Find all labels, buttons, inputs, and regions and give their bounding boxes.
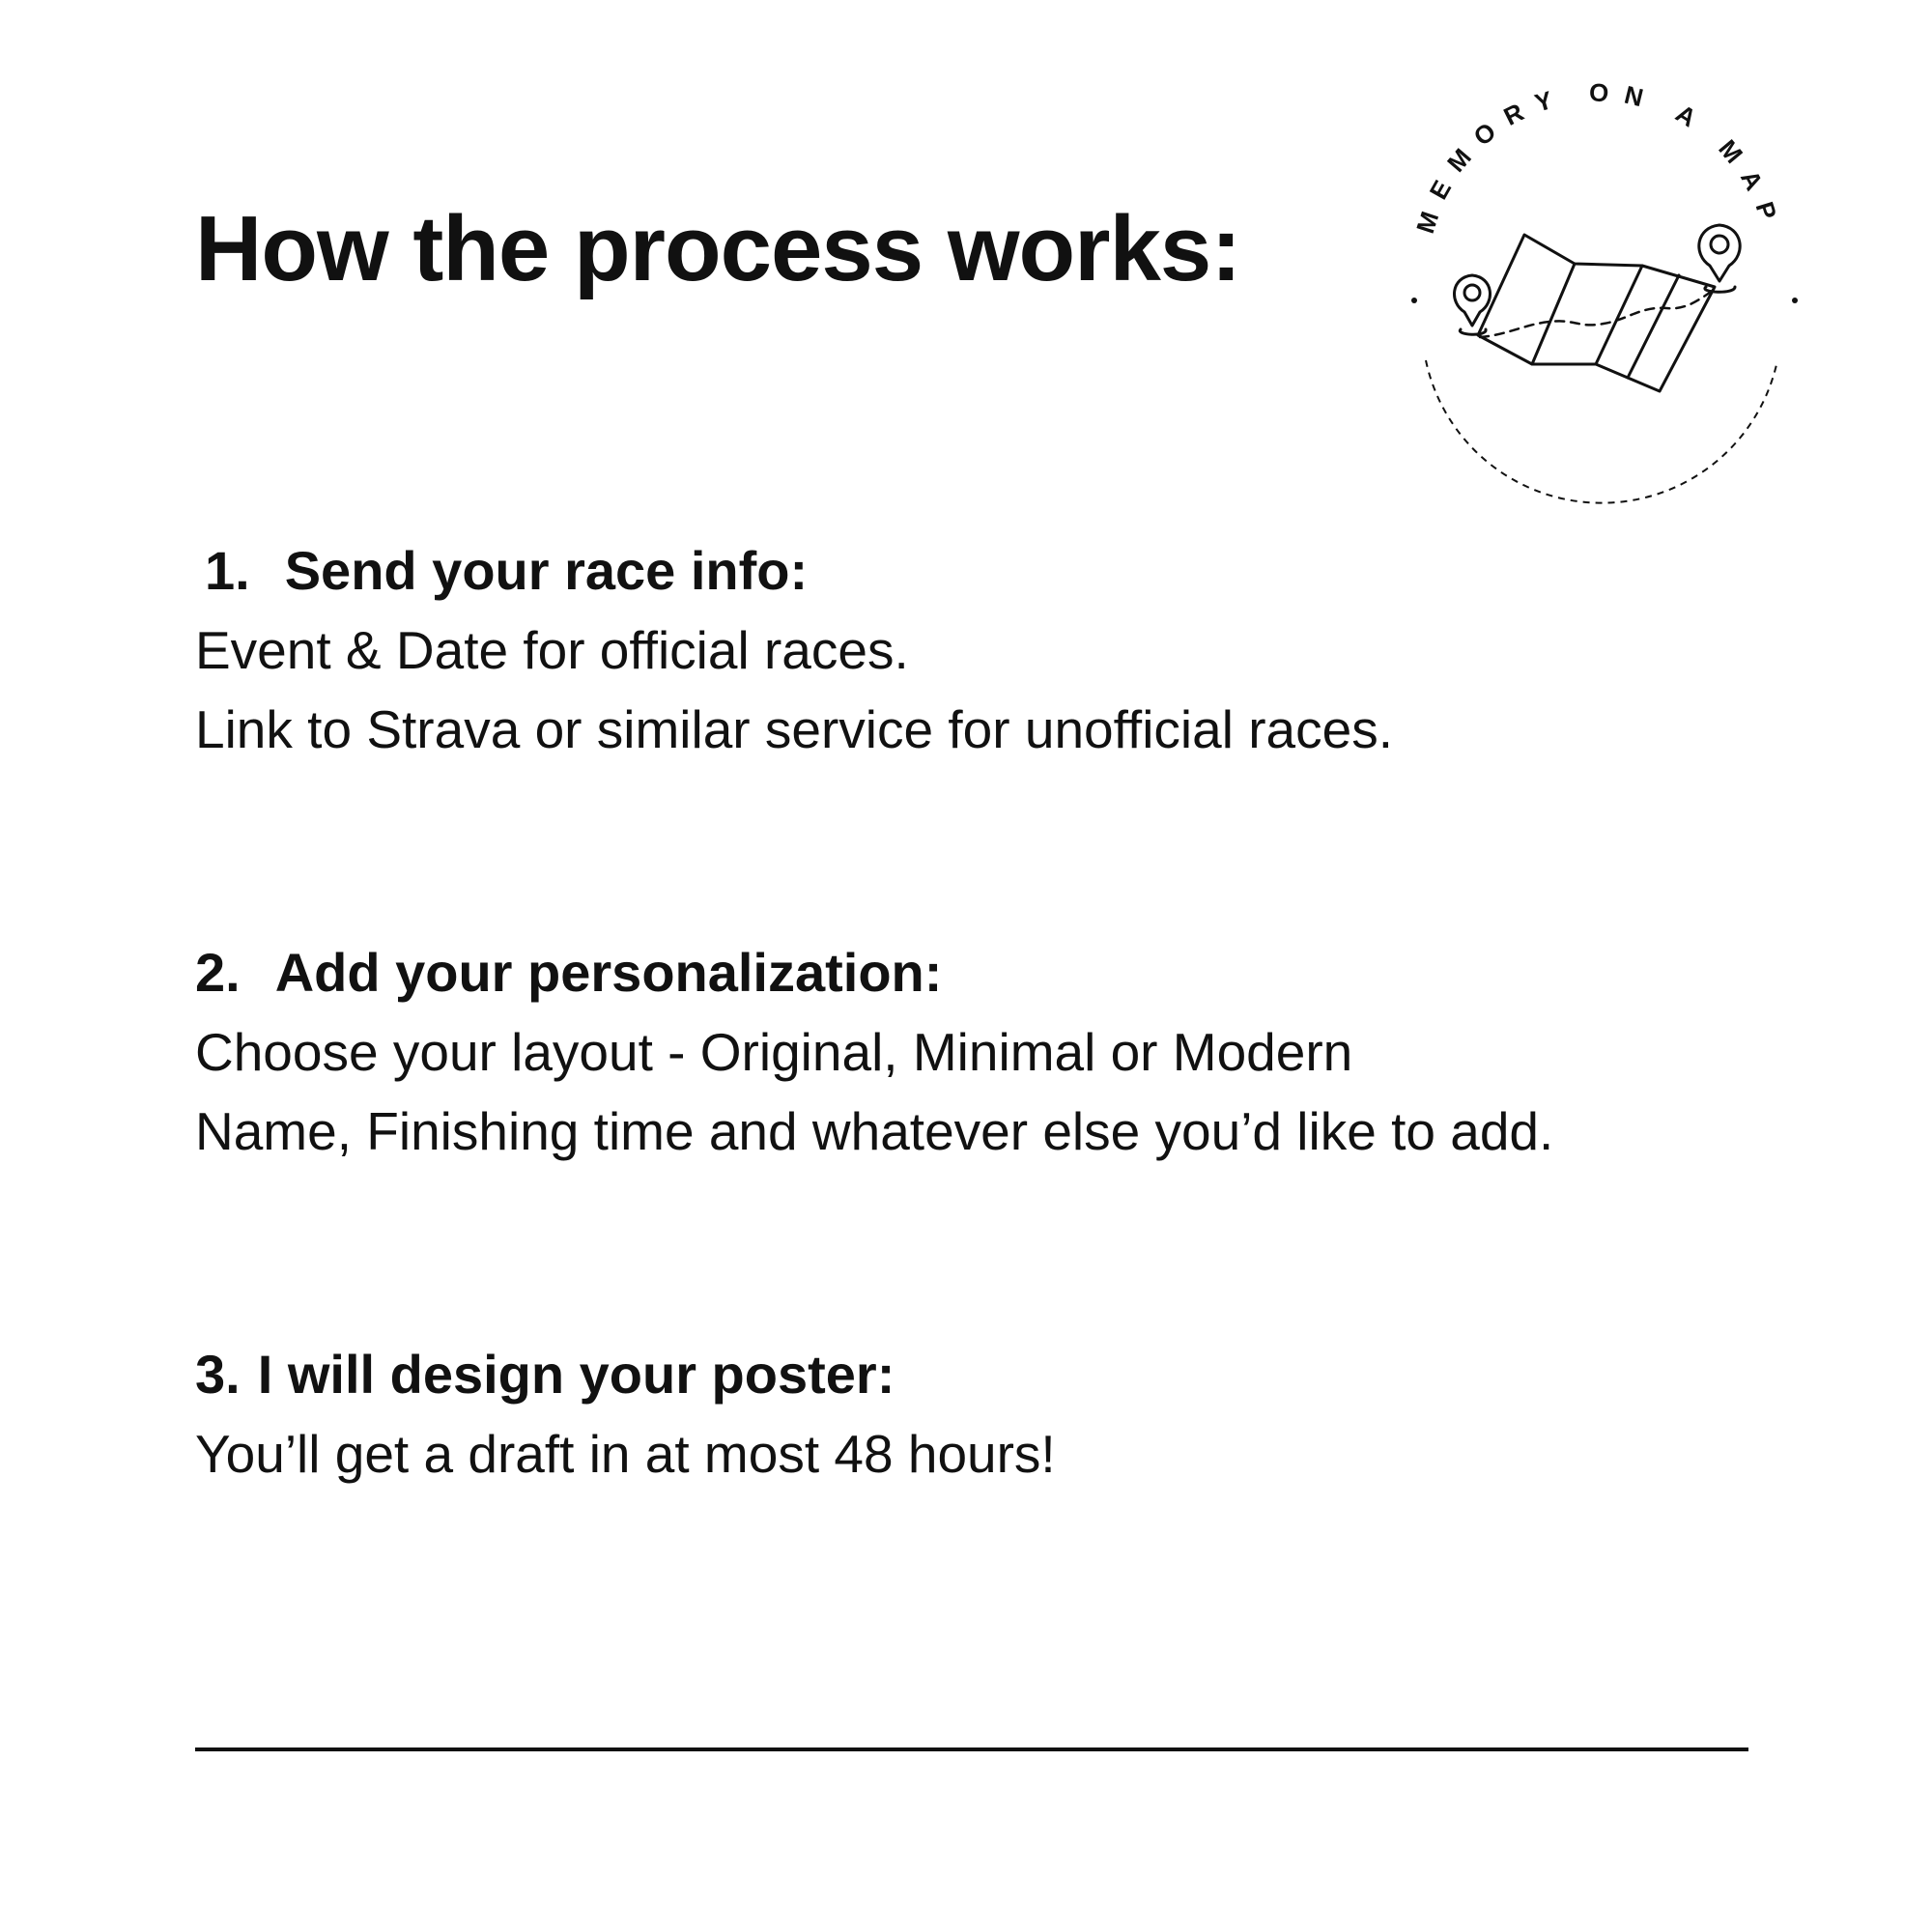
step-1-title: Send your race info: xyxy=(284,540,809,601)
step-1-line-1: Event & Date for official races. xyxy=(195,620,909,680)
step-3 xyxy=(195,1335,1837,1493)
step-2-heading xyxy=(195,933,1837,1012)
step-3-heading xyxy=(195,1335,1837,1414)
step-1-number: 1. xyxy=(205,540,250,601)
step-3-title: I will design your poster: xyxy=(257,1344,895,1405)
step-1-heading xyxy=(195,531,1837,611)
logo-dot-left xyxy=(1411,298,1417,303)
step-3-number: 3. xyxy=(195,1344,241,1405)
step-2-line-2: Name, Finishing time and whatever else you’d like to add. xyxy=(195,1101,1554,1161)
logo-dashed-arc xyxy=(1426,360,1777,503)
step-2 xyxy=(195,933,1837,1171)
page-title: How the process works: xyxy=(195,197,1241,300)
step-1 xyxy=(195,531,1837,769)
step-1-line-2: Link to Strava or similar service for unofficial races. xyxy=(195,699,1393,759)
step-2-number: 2. xyxy=(195,942,241,1003)
step-2-line-1: Choose your layout - Original, Minimal or Modern xyxy=(195,1022,1353,1082)
folded-map-with-pins-icon xyxy=(1455,225,1741,391)
logo-text: MEMORY ON A MAP xyxy=(1410,82,1787,238)
bottom-divider xyxy=(195,1747,1748,1751)
step-3-line-1: You’ll get a draft in at most 48 hours! xyxy=(195,1424,1056,1484)
logo-dot-right xyxy=(1792,298,1798,303)
step-2-title: Add your personalization: xyxy=(274,942,943,1003)
memory-on-a-map-logo xyxy=(1391,82,1816,526)
